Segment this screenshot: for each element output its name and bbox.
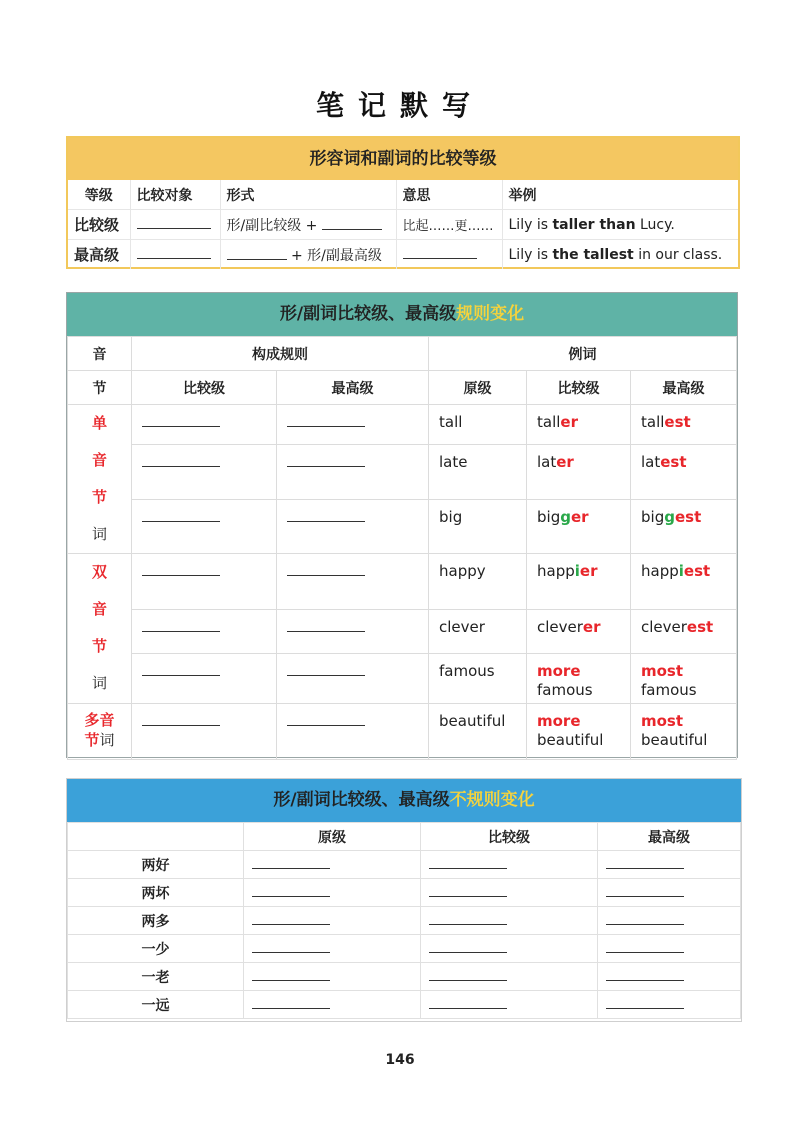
answer-blank[interactable] (132, 499, 277, 553)
page-title: 笔记默写 (315, 89, 484, 122)
group-header: 构成规则 (132, 337, 429, 371)
answer-blank[interactable] (598, 935, 741, 963)
base-word: big (429, 499, 527, 553)
superlative-word: tallest (631, 405, 737, 445)
side-label: 音 (68, 337, 132, 371)
row-label: 两多 (68, 907, 244, 935)
example-cell: Lily is taller than Lucy. (502, 210, 738, 240)
comparative-word: happier (527, 554, 631, 610)
superlative-word: happiest (631, 554, 737, 610)
answer-blank[interactable] (130, 240, 220, 270)
side-label: 节 (68, 371, 132, 405)
table-row (68, 405, 737, 445)
answer-blank[interactable] (277, 654, 429, 704)
comparative-word: more famous (527, 654, 631, 704)
answer-blank[interactable] (132, 554, 277, 610)
answer-blank[interactable] (132, 405, 277, 445)
header-cell: 意思 (396, 180, 502, 210)
group-header: 例词 (429, 337, 737, 371)
table-header-row (68, 371, 737, 405)
single-syllable-label: 单 音 节 词 (68, 405, 132, 554)
answer-blank[interactable] (244, 851, 421, 879)
answer-blank[interactable] (277, 405, 429, 445)
table-header-row (68, 823, 741, 851)
base-word: happy (429, 554, 527, 610)
answer-blank[interactable] (132, 610, 277, 654)
answer-blank[interactable] (598, 963, 741, 991)
row-label: 两坏 (68, 879, 244, 907)
superlative-word: most famous (631, 654, 737, 704)
answer-blank[interactable] (277, 554, 429, 610)
header-cell: 比较级 (132, 371, 277, 405)
header-cell: 原级 (244, 823, 421, 851)
comparative-word: taller (527, 405, 631, 445)
answer-blank[interactable] (421, 907, 598, 935)
irregular-changes-table (67, 822, 741, 1019)
base-word: beautiful (429, 704, 527, 760)
table-row (68, 445, 737, 499)
answer-blank[interactable] (598, 879, 741, 907)
regular-changes-section (66, 292, 738, 758)
answer-blank[interactable] (598, 851, 741, 879)
comparison-overview-section (66, 136, 740, 269)
table-row (68, 240, 738, 270)
table-row (68, 879, 741, 907)
answer-blank[interactable] (277, 499, 429, 553)
answer-blank[interactable] (421, 963, 598, 991)
answer-blank[interactable] (598, 991, 741, 1019)
irregular-changes-section (66, 778, 742, 1022)
answer-blank[interactable] (130, 210, 220, 240)
section3-title: 形/副词比较级、最高级不规则变化 (67, 779, 741, 822)
header-cell: 原级 (429, 371, 527, 405)
superlative-word: latest (631, 445, 737, 499)
answer-blank[interactable] (322, 217, 382, 230)
row-label: 最高级 (68, 240, 130, 270)
answer-blank[interactable] (421, 991, 598, 1019)
form-cell: + 形/副最高级 (220, 240, 396, 270)
answer-blank[interactable] (132, 445, 277, 499)
multi-syllable-label: 多音 节词 (68, 704, 132, 760)
answer-blank[interactable] (132, 704, 277, 760)
header-cell: 最高级 (631, 371, 737, 405)
superlative-word: biggest (631, 499, 737, 553)
answer-blank[interactable] (277, 610, 429, 654)
row-label: 两好 (68, 851, 244, 879)
form-cell: 形/副比较级 + (220, 210, 396, 240)
answer-blank[interactable] (244, 963, 421, 991)
answer-blank[interactable] (277, 445, 429, 499)
page-number: 146 (385, 1052, 415, 1068)
comparative-word: later (527, 445, 631, 499)
header-cell: 比较级 (527, 371, 631, 405)
answer-blank[interactable] (244, 991, 421, 1019)
answer-blank[interactable] (277, 704, 429, 760)
answer-blank[interactable] (244, 935, 421, 963)
table-row (68, 210, 738, 240)
header-cell: 比较级 (421, 823, 598, 851)
answer-blank[interactable] (396, 240, 502, 270)
comparative-word: bigger (527, 499, 631, 553)
table-row (68, 499, 737, 553)
superlative-word: most beautiful (631, 704, 737, 760)
table-row (68, 963, 741, 991)
meaning-cell: 比起……更…… (396, 210, 502, 240)
table-row (68, 554, 737, 610)
table-row (68, 610, 737, 654)
section1-title: 形容词和副词的比较等级 (68, 138, 738, 180)
table-row (68, 654, 737, 704)
header-cell (68, 823, 244, 851)
header-cell: 最高级 (277, 371, 429, 405)
row-label: 一少 (68, 935, 244, 963)
example-cell: Lily is the tallest in our class. (508, 246, 723, 263)
row-label: 比较级 (68, 210, 130, 240)
answer-blank[interactable] (227, 247, 287, 260)
table-header-row (68, 180, 738, 210)
header-cell: 最高级 (598, 823, 741, 851)
superlative-word: cleverest (631, 610, 737, 654)
table-row (68, 851, 741, 879)
table-row (68, 935, 741, 963)
table-row (68, 704, 737, 760)
table-row (68, 991, 741, 1019)
row-label: 一远 (68, 991, 244, 1019)
answer-blank[interactable] (244, 879, 421, 907)
base-word: clever (429, 610, 527, 654)
comparison-overview-table (68, 180, 738, 269)
header-cell: 举例 (502, 180, 738, 210)
base-word: late (429, 445, 527, 499)
base-word: famous (429, 654, 527, 704)
answer-blank[interactable] (132, 654, 277, 704)
base-word: tall (429, 405, 527, 445)
table-header-row (68, 337, 737, 371)
answer-blank[interactable] (421, 851, 598, 879)
comparative-word: cleverer (527, 610, 631, 654)
answer-blank[interactable] (598, 907, 741, 935)
regular-changes-table (67, 336, 737, 760)
header-cell: 比较对象 (130, 180, 220, 210)
double-syllable-label: 双 音 节 词 (68, 554, 132, 704)
answer-blank[interactable] (244, 907, 421, 935)
header-cell: 形式 (220, 180, 396, 210)
comparative-word: more beautiful (527, 704, 631, 760)
table-row (68, 907, 741, 935)
row-label: 一老 (68, 963, 244, 991)
section2-title: 形/副词比较级、最高级规则变化 (67, 293, 737, 336)
answer-blank[interactable] (421, 935, 598, 963)
answer-blank[interactable] (421, 879, 598, 907)
header-cell: 等级 (68, 180, 130, 210)
